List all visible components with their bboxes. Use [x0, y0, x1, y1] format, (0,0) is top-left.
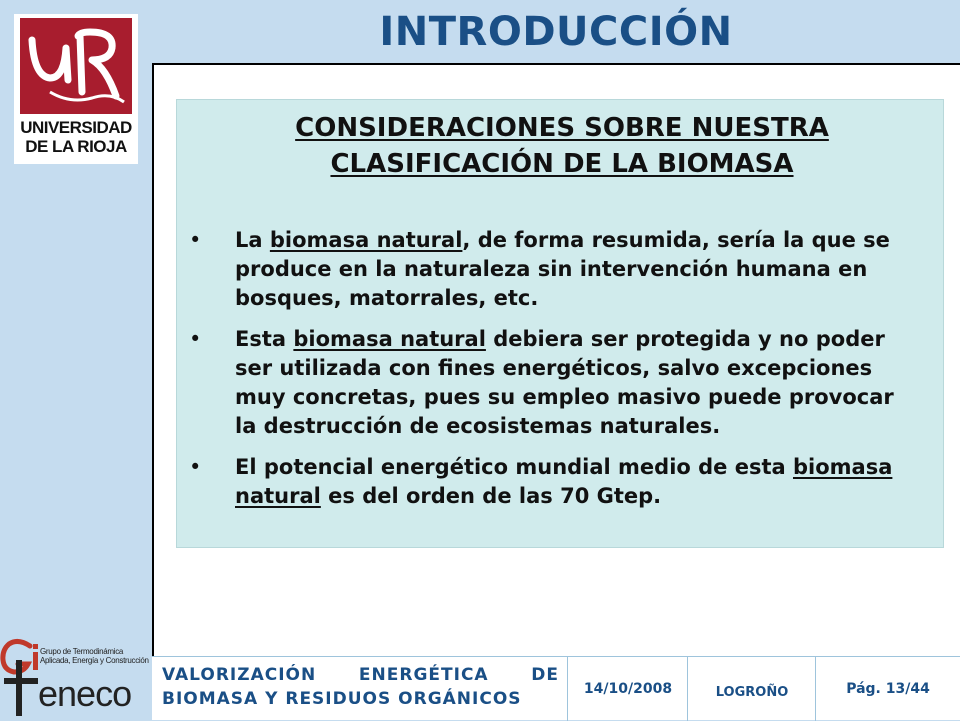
- footer: [152, 656, 960, 720]
- footer-date: 14/10/2008: [568, 657, 688, 721]
- term-biomasa-natural: biomasa natural: [269, 228, 463, 252]
- group-logo: [0, 630, 152, 720]
- bullet-item-1: • La biomasa natural, de forma resumida, sería la que se produce en la naturaleza sin intervención humana en bosques, matorrales, etc.: [189, 228, 890, 310]
- group-name: eneco: [38, 673, 132, 714]
- bullet-dot-icon: •: [189, 455, 202, 479]
- bullet-item-3: • El potencial energético mundial medio de esta biomasa natural es del orden de las 70 Gtep.: [189, 455, 893, 508]
- university-seal-icon: [20, 18, 132, 114]
- box-title-text: CONSIDERACIONES SOBRE NUESTRA CLASIFICACIÓN DE LA BIOMASA: [295, 113, 829, 179]
- footer-course-title: [152, 657, 568, 721]
- university-name-line2: DE LA RIOJA: [25, 137, 127, 156]
- university-logo: [14, 14, 138, 164]
- bullet-dot-icon: •: [189, 228, 202, 252]
- bullet-list: [187, 226, 917, 523]
- slide-title: INTRODUCCIÓN: [379, 9, 733, 55]
- term-biomasa-natural: biomasa natural: [293, 327, 486, 351]
- group-tagline: Grupo de Termodinámica Aplicada, Energía y Construcción: [40, 647, 149, 665]
- content-box: [176, 99, 944, 548]
- box-title: [217, 110, 907, 182]
- university-name: [14, 118, 138, 156]
- term-biomasa-natural: biomasa natural: [235, 455, 893, 508]
- footer-course-line2: BIOMASA Y RESIDUOS ORGÁNICOS: [162, 689, 522, 709]
- bullet-item-2: • Esta biomasa natural debiera ser protegida y no poder ser utilizada con fines energéticos, salvo excepciones muy concretas, pues su empleo masivo puede provocar la destrucción de ecosistemas naturales.: [189, 327, 894, 438]
- bullet-dot-icon: •: [189, 327, 202, 351]
- footer-course-line1: VALORIZACIÓN ENERGÉTICA DE: [162, 665, 559, 685]
- footer-city: LOGROÑO: [688, 657, 816, 721]
- footer-page-number: Pág. 13/44: [846, 681, 930, 697]
- university-name-line1: UNIVERSIDAD: [20, 118, 132, 137]
